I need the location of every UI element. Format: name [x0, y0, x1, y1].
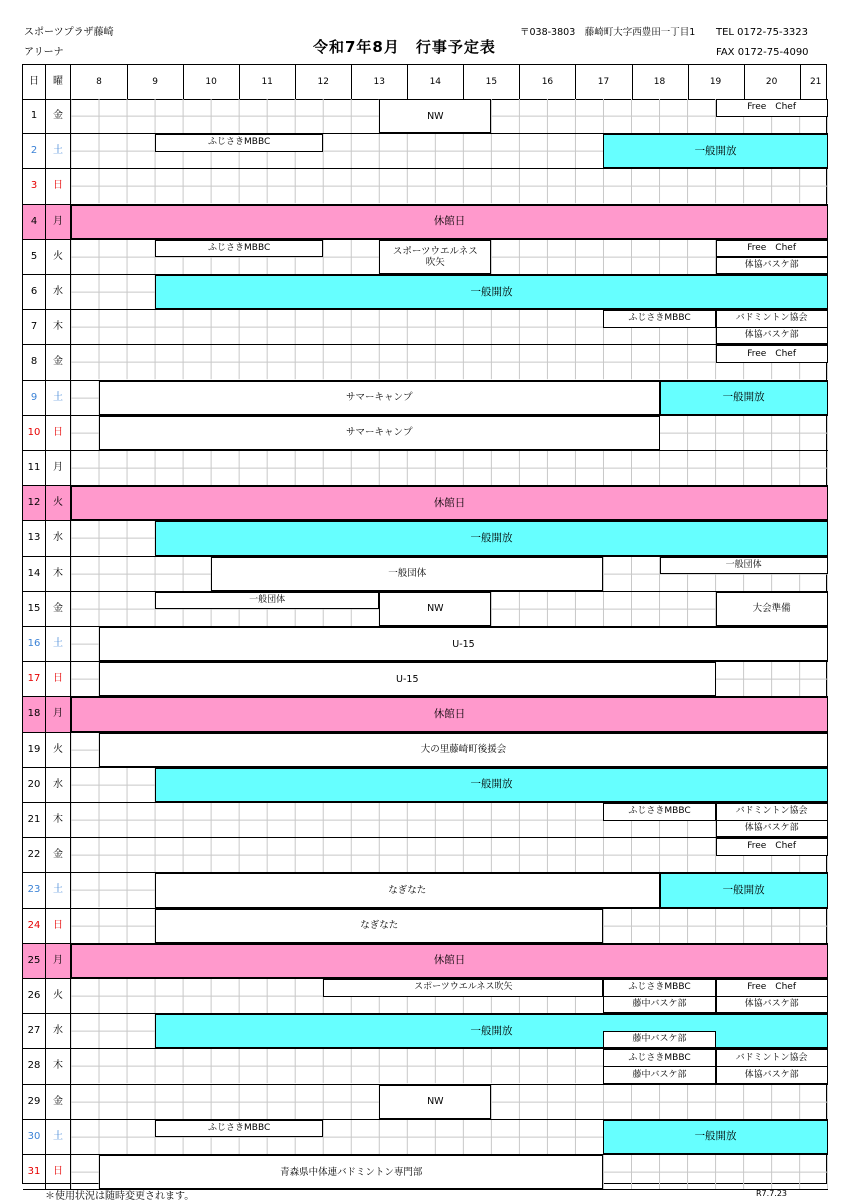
day-number: 23 [23, 873, 46, 907]
event-block: 体協バスケ部 [716, 327, 828, 344]
day-row [23, 733, 828, 768]
fax: FAX 0172-75-4090 [716, 47, 809, 58]
closed-day-block: 休館日 [71, 944, 828, 978]
weekday: 金 [46, 592, 71, 626]
facility-area: アリーナ [24, 47, 64, 58]
day-row [23, 345, 828, 380]
event-block: U-15 [99, 627, 828, 661]
weekday: 土 [46, 134, 71, 168]
grid-lines [71, 451, 828, 485]
weekday: 木 [46, 557, 71, 591]
day-number: 9 [23, 381, 46, 415]
day-number: 15 [23, 592, 46, 626]
day-row [23, 768, 828, 803]
weekday: 月 [46, 451, 71, 485]
closed-day-block: 休館日 [71, 486, 828, 520]
open-session-block: 一般開放 [660, 873, 828, 907]
facility-name: スポーツプラザ藤崎 [24, 27, 114, 38]
weekday: 日 [46, 169, 71, 203]
event-block: ふじさきMBBC [155, 134, 323, 152]
hour-label: 12 [317, 77, 329, 87]
day-number: 21 [23, 803, 46, 837]
day-number: 29 [23, 1085, 46, 1119]
day-row [23, 803, 828, 838]
day-row [23, 1049, 828, 1084]
event-block: 藤中バスケ部 [603, 1066, 715, 1083]
day-number: 18 [23, 697, 46, 731]
event-block: 体協バスケ部 [716, 996, 828, 1013]
event-block: スポーツウエルネス 吹矢 [379, 240, 491, 274]
event-block: 一般団体 [660, 557, 828, 575]
weekday: 金 [46, 838, 71, 872]
weekday: 日 [46, 909, 71, 943]
day-row [23, 169, 828, 204]
hour-label: 18 [653, 77, 666, 87]
hour-label: 11 [261, 77, 273, 87]
event-block: ふじさきMBBC [155, 1120, 323, 1138]
weekday: 金 [46, 1085, 71, 1119]
day-row [23, 451, 828, 486]
day-number: 25 [23, 944, 46, 978]
event-block: ふじさきMBBC [603, 1049, 715, 1067]
event-block: 大の里藤崎町後援会 [99, 733, 828, 767]
event-block: サマーキャンプ [99, 416, 660, 450]
weekday: 土 [46, 381, 71, 415]
day-number: 7 [23, 310, 46, 344]
day-row [23, 1155, 828, 1190]
weekday: 火 [46, 240, 71, 274]
open-session-block: 一般開放 [155, 521, 828, 555]
day-row [23, 275, 828, 310]
day-number: 31 [23, 1155, 46, 1189]
event-block: Free Chef [716, 240, 828, 258]
open-session-block: 一般開放 [155, 1014, 828, 1048]
event-block: サマーキャンプ [99, 381, 660, 415]
day-number: 20 [23, 768, 46, 802]
day-row [23, 873, 828, 908]
day-number: 10 [23, 416, 46, 450]
day-row [23, 1085, 828, 1120]
grid-lines [71, 169, 828, 203]
day-row [23, 240, 828, 275]
weekday: 月 [46, 205, 71, 239]
event-block: 体協バスケ部 [716, 257, 828, 274]
day-number: 6 [23, 275, 46, 309]
day-row [23, 909, 828, 944]
weekday: 火 [46, 733, 71, 767]
event-block: 藤中バスケ部 [603, 1031, 715, 1048]
day-row [23, 838, 828, 873]
weekday-column-header: 曜 [46, 65, 71, 99]
weekday: 木 [46, 1049, 71, 1083]
address: 〒038-3803 藤崎町大字西豊田一丁目1 [520, 27, 696, 38]
weekday: 金 [46, 99, 71, 133]
day-number: 5 [23, 240, 46, 274]
open-session-block: 一般開放 [155, 275, 828, 309]
event-block: Free Chef [716, 838, 828, 856]
day-row [23, 416, 828, 451]
day-row [23, 521, 828, 556]
day-number: 19 [23, 733, 46, 767]
open-session-block: 一般開放 [603, 1120, 827, 1154]
day-row [23, 134, 828, 169]
event-block: U-15 [99, 662, 716, 696]
tel: TEL 0172-75-3323 [716, 27, 809, 38]
day-number: 8 [23, 345, 46, 379]
day-row [23, 381, 828, 416]
weekday: 月 [46, 697, 71, 731]
day-number: 30 [23, 1120, 46, 1154]
day-row [23, 979, 828, 1014]
day-row [23, 662, 828, 697]
event-block: スポーツウエルネス吹矢 [323, 979, 603, 997]
hour-label: 13 [373, 77, 385, 87]
closed-day-block: 休館日 [71, 697, 828, 731]
schedule-table [22, 64, 827, 1184]
event-block: NW [379, 592, 491, 626]
day-row [23, 592, 828, 627]
weekday: 水 [46, 768, 71, 802]
event-block: ふじさきMBBC [155, 240, 323, 258]
hour-label: 19 [709, 77, 722, 87]
page-title: 令和7年8月 行事予定表 [313, 38, 496, 56]
event-block: なぎなた [155, 873, 659, 907]
hour-label: 21 [809, 77, 822, 87]
hour-label: 15 [485, 77, 498, 87]
hour-label: 9 [152, 77, 158, 87]
weekday: 水 [46, 275, 71, 309]
day-number: 27 [23, 1014, 46, 1048]
hour-label: 10 [205, 77, 217, 87]
event-block: 体協バスケ部 [716, 1066, 828, 1083]
day-number: 3 [23, 169, 46, 203]
open-session-block: 一般開放 [660, 381, 828, 415]
day-number: 16 [23, 627, 46, 661]
table-header-row [23, 65, 828, 100]
event-block: NW [379, 1085, 491, 1119]
day-number: 12 [23, 486, 46, 520]
day-number: 13 [23, 521, 46, 555]
event-block: バドミントン協会 [716, 1049, 828, 1067]
weekday: 土 [46, 1120, 71, 1154]
weekday: 土 [46, 873, 71, 907]
weekday: 土 [46, 627, 71, 661]
event-block: 藤中バスケ部 [603, 996, 715, 1013]
grid-lines [71, 838, 828, 872]
grid-lines [71, 345, 828, 379]
hour-label: 16 [541, 77, 554, 87]
weekday: 火 [46, 979, 71, 1013]
day-column-header: 日 [23, 65, 46, 99]
hour-label: 14 [429, 77, 442, 87]
event-block: Free Chef [716, 345, 828, 363]
day-number: 17 [23, 662, 46, 696]
closed-day-block: 休館日 [71, 205, 828, 239]
day-row [23, 1120, 828, 1155]
event-block: NW [379, 99, 491, 133]
event-block: なぎなた [155, 909, 603, 943]
day-row [23, 627, 828, 662]
event-block: 体協バスケ部 [716, 820, 828, 837]
event-block: Free Chef [716, 979, 828, 997]
weekday: 日 [46, 662, 71, 696]
day-row [23, 486, 828, 521]
day-number: 2 [23, 134, 46, 168]
usage-note: ＊使用状況は随時変更されます。 [45, 1191, 195, 1202]
weekday: 水 [46, 1014, 71, 1048]
day-number: 1 [23, 99, 46, 133]
day-row [23, 557, 828, 592]
day-number: 22 [23, 838, 46, 872]
day-row [23, 99, 828, 134]
weekday: 水 [46, 521, 71, 555]
event-block: ふじさきMBBC [603, 979, 715, 997]
day-number: 26 [23, 979, 46, 1013]
event-block: 青森県中体連バドミントン専門部 [99, 1155, 603, 1189]
day-number: 14 [23, 557, 46, 591]
weekday: 日 [46, 416, 71, 450]
hour-label: 20 [765, 77, 778, 87]
event-block: 大会準備 [716, 592, 828, 626]
hour-label: 8 [96, 77, 102, 87]
weekday: 木 [46, 803, 71, 837]
day-number: 28 [23, 1049, 46, 1083]
day-row [23, 1014, 828, 1049]
day-row [23, 944, 828, 979]
day-row [23, 697, 828, 732]
weekday: 月 [46, 944, 71, 978]
day-number: 11 [23, 451, 46, 485]
event-block: 一般団体 [155, 592, 379, 610]
weekday: 日 [46, 1155, 71, 1189]
event-block: Free Chef [716, 99, 828, 117]
weekday: 木 [46, 310, 71, 344]
event-block: バドミントン協会 [716, 310, 828, 328]
event-block: ふじさきMBBC [603, 803, 715, 821]
day-row [23, 205, 828, 240]
day-number: 4 [23, 205, 46, 239]
hour-label: 17 [597, 77, 610, 87]
open-session-block: 一般開放 [603, 134, 827, 168]
open-session-block: 一般開放 [155, 768, 828, 802]
event-block: 一般団体 [211, 557, 603, 591]
revision-date: R7.7.23 [756, 1189, 788, 1198]
event-block: ふじさきMBBC [603, 310, 715, 328]
weekday: 金 [46, 345, 71, 379]
day-row [23, 310, 828, 345]
day-number: 24 [23, 909, 46, 943]
event-block: バドミントン協会 [716, 803, 828, 821]
weekday: 火 [46, 486, 71, 520]
